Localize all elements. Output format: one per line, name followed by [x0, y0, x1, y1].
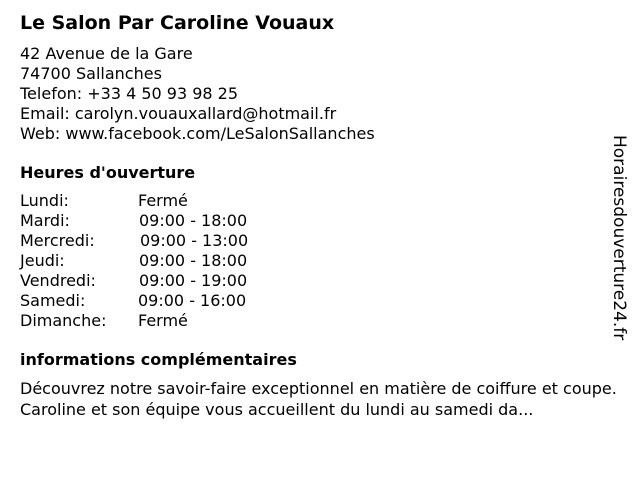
day-hours: 09:00 - 13:00 — [140, 231, 249, 250]
opening-hours-heading: Heures d'ouverture — [20, 163, 196, 182]
day-label: Dimanche: — [20, 311, 107, 330]
hours-row-jeudi — [20, 251, 620, 271]
hours-row-lundi — [20, 191, 620, 211]
day-hours: 09:00 - 18:00 — [139, 211, 248, 230]
website-link: Web: www.facebook.com/LeSalonSallanches — [20, 124, 375, 143]
opening-hours-table — [20, 191, 620, 331]
street-address: 42 Avenue de la Gare — [20, 44, 193, 63]
hours-row-mardi — [20, 211, 620, 231]
business-title: Le Salon Par Caroline Vouaux — [20, 12, 335, 34]
address-block — [20, 44, 620, 144]
phone-number: Telefon: +33 4 50 93 98 25 — [20, 84, 239, 103]
day-label: Jeudi: — [20, 251, 65, 270]
day-hours: 09:00 - 19:00 — [139, 271, 248, 290]
hours-row-dimanche — [20, 311, 620, 331]
day-hours: Fermé — [138, 311, 188, 330]
site-watermark: Horairesdouverture24.fr — [609, 135, 629, 341]
hours-row-vendredi — [20, 271, 620, 291]
additional-info-text: Découvrez notre savoir-faire exceptionnel en matière de coiffure et coupe. Caroline et son équipe vous accueillent du lundi au samedi da... — [20, 379, 617, 419]
business-card — [20, 10, 620, 420]
day-label: Vendredi: — [20, 271, 96, 290]
day-label: Samedi: — [20, 291, 86, 310]
day-hours: Fermé — [138, 191, 188, 210]
hours-row-samedi — [20, 291, 620, 311]
day-label: Mardi: — [20, 211, 70, 230]
city-postcode: 74700 Sallanches — [20, 64, 162, 83]
day-hours: 09:00 - 16:00 — [138, 291, 247, 310]
day-hours: 09:00 - 18:00 — [139, 251, 248, 270]
day-label: Lundi: — [20, 191, 69, 210]
additional-info-heading: informations complémentaires — [20, 350, 297, 369]
email-address: Email: carolyn.vouauxallard@hotmail.fr — [20, 104, 337, 123]
hours-row-mercredi — [20, 231, 620, 251]
day-label: Mercredi: — [20, 231, 95, 250]
